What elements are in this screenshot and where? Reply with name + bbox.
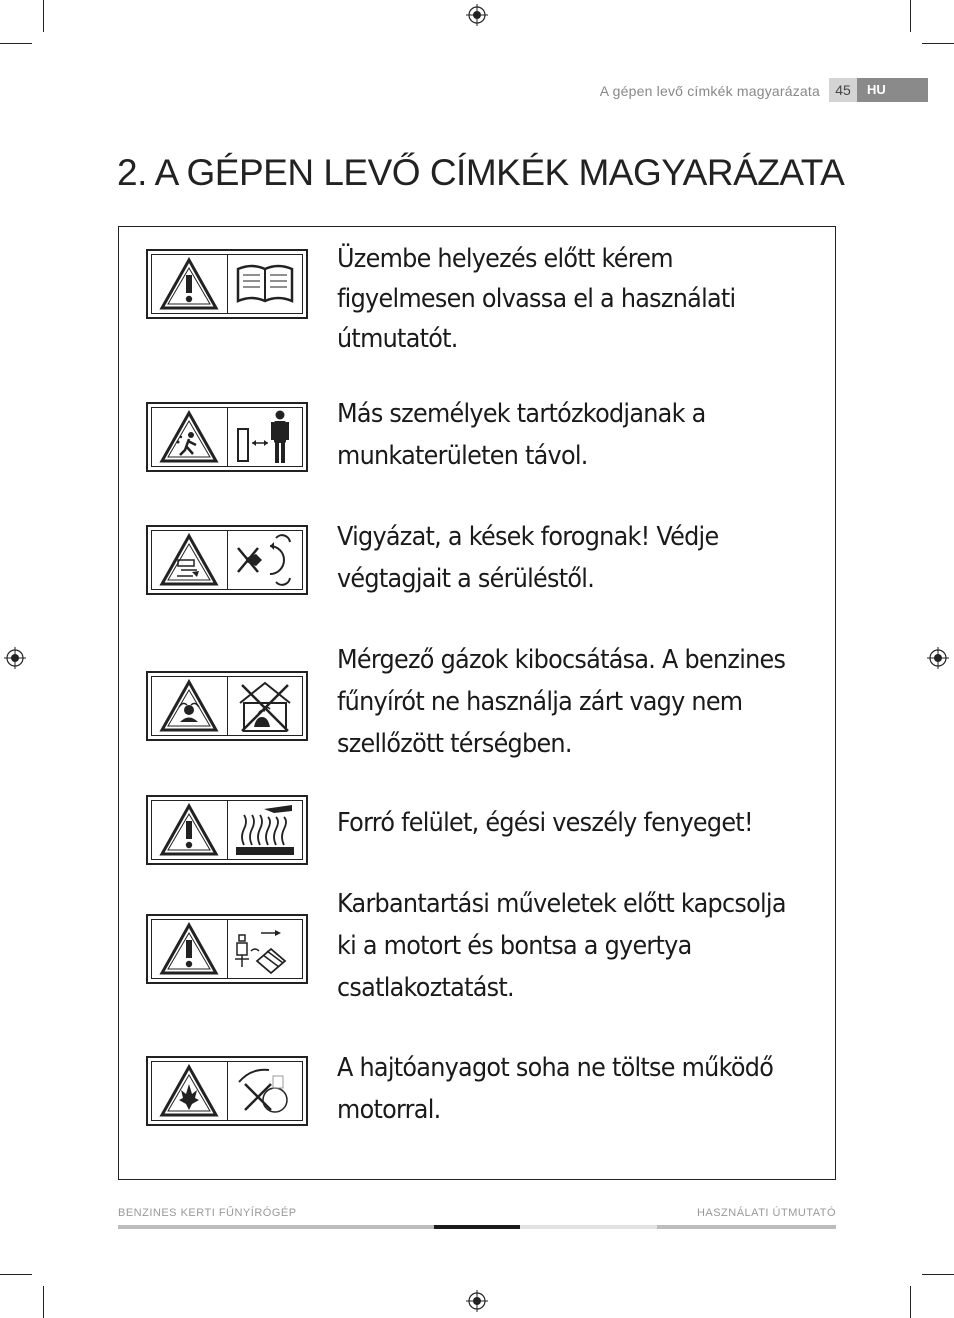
hand-blade-warning-icon — [159, 533, 219, 587]
footer-bar — [657, 1225, 836, 1229]
footer-bar — [118, 1225, 434, 1229]
registration-mark-icon — [466, 1290, 488, 1312]
keep-distance-icon — [232, 407, 298, 467]
language-tab: HU — [857, 78, 928, 102]
label-text: Karbantartási műveletek előtt kapcsolja ki a motort és bontsa a gyertya csatlakoztatást. — [337, 889, 786, 1003]
label-text: Vigyázat, a kések forognak! Védje végtagjait a sérüléstől. — [337, 522, 719, 594]
flammable-warning-icon — [159, 1064, 219, 1118]
crop-mark — [0, 1274, 32, 1275]
warning-sign — [146, 525, 308, 595]
label-text: Más személyek tartózkodjanak a munkaterületen távol. — [337, 399, 706, 471]
toxic-fumes-warning-icon — [159, 679, 219, 733]
registration-mark-icon — [466, 4, 488, 26]
warning-triangle-icon — [159, 922, 219, 976]
crop-mark — [922, 43, 954, 44]
flying-debris-warning-icon — [159, 410, 219, 464]
footer-bar — [520, 1225, 657, 1229]
label-text: Forró felület, égési veszély fenyeget! — [337, 808, 753, 838]
warning-sign — [146, 402, 308, 472]
crop-mark — [43, 0, 44, 32]
footer-product-name: BENZINES KERTI FŰNYÍRÓGÉP — [118, 1207, 297, 1219]
warning-sign — [146, 795, 308, 865]
label-text: Üzembe helyezés előtt kérem figyelmesen olvassa el a használati útmutatót. — [337, 244, 736, 354]
warning-sign — [146, 671, 308, 741]
crop-mark — [922, 1274, 954, 1275]
registration-mark-icon — [927, 647, 949, 669]
read-manual-icon — [234, 261, 296, 307]
warning-sign — [146, 914, 308, 984]
footer-bar — [434, 1225, 520, 1229]
warning-triangle-icon — [159, 257, 219, 311]
labels-box — [118, 226, 836, 1180]
page-title: 2. A GÉPEN LEVŐ CÍMKÉK MAGYARÁZATA — [117, 152, 845, 193]
warning-sign — [146, 249, 308, 319]
rotating-blades-icon — [232, 532, 298, 588]
crop-mark — [910, 0, 911, 32]
crop-mark — [910, 1286, 911, 1318]
crop-mark — [0, 43, 32, 44]
running-header: A gépen levő címkék magyarázata — [599, 83, 820, 99]
label-text: A hajtóanyagot soha ne töltse működő motorral. — [337, 1053, 774, 1125]
warning-triangle-icon — [159, 803, 219, 857]
crop-mark — [43, 1286, 44, 1318]
label-text: Mérgező gázok kibocsátása. A benzines fűnyírót ne használja zárt vagy nem szellőzött térségben. — [337, 645, 786, 759]
warning-sign — [146, 1056, 308, 1126]
footer-document-type: HASZNÁLATI ÚTMUTATÓ — [696, 1207, 836, 1219]
registration-mark-icon — [4, 647, 26, 669]
disconnect-spark-plug-icon — [231, 921, 299, 977]
page-number: 45 — [829, 78, 857, 102]
no-refuel-running-icon — [231, 1062, 299, 1120]
toxic-fumes-icon — [232, 677, 298, 735]
hot-surface-icon — [230, 801, 300, 859]
